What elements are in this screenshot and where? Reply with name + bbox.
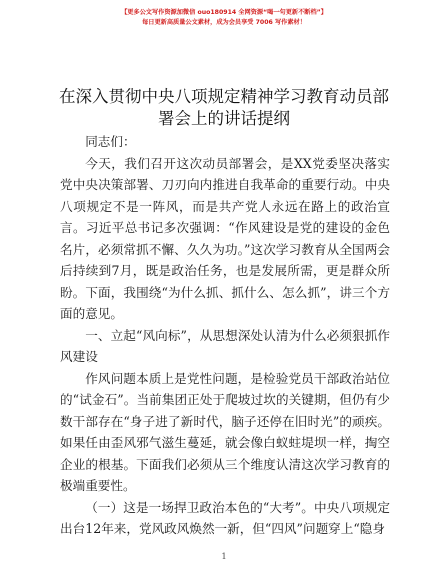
document-body (60, 131, 390, 540)
paragraph-subsection1: （一）这是一场捍卫政治本色的“大考”。中央八项规定出台12年来，党风政风焕然一新，但“四风”问题穿上“隐身 (60, 499, 390, 536)
section-heading-1: 一、立起“风向标”，从思想深处认清为什么必须狠抓作风建设 (60, 327, 390, 364)
document-title (56, 86, 392, 130)
document-title-line2: 署会上的讲话提纲 (158, 109, 290, 128)
paragraph-intro: 今天，我们召开这次动员部署会，是XX党委坚决落实党中央决策部署、刀刃向内推进自我革命的重要行动。中央八项规定不是一阵风，而是共产党人永远在路上的政治宣言。习近平总书记多次强调：“作风建设是党的建设的金色名片，必须常抓不懈、久久为功。”这次学习教育从全国两会后持续到7月，既是政治任务，也是发展所需，更是群众所盼。下面，我围绕“为什么抓、抓什么、怎么抓”，讲三个方面的意见。 (60, 155, 390, 321)
paragraph-section1: 作风问题本质上是党性问题，是检验党员干部政治站位的“试金石”。当前集团正处于爬坡过坎的关键期，但仍有少数干部存在“身子进了新时代，脑子还停在旧时光”的顽疾。如果任由歪风邪气滋生蔓延，就会像白蚁蛀堤坝一样，掏空企业的根基。下面我们必须从三个维度认清这次学习教育的极端重要性。 (60, 370, 390, 493)
document-title-line1: 在深入贯彻中央八项规定精神学习教育动员部 (59, 87, 389, 106)
promo-banner-line2: 每日更新高质量公文素材，成为会员享受 7006 写作素材！ (142, 19, 306, 26)
page-number: 1 (221, 552, 227, 561)
promo-banner-line1: 【更多公文写作资源加微信 ouo180914 全网资源“喝一句更新不断档”】 (121, 9, 327, 16)
salutation: 同志们： (85, 134, 136, 149)
